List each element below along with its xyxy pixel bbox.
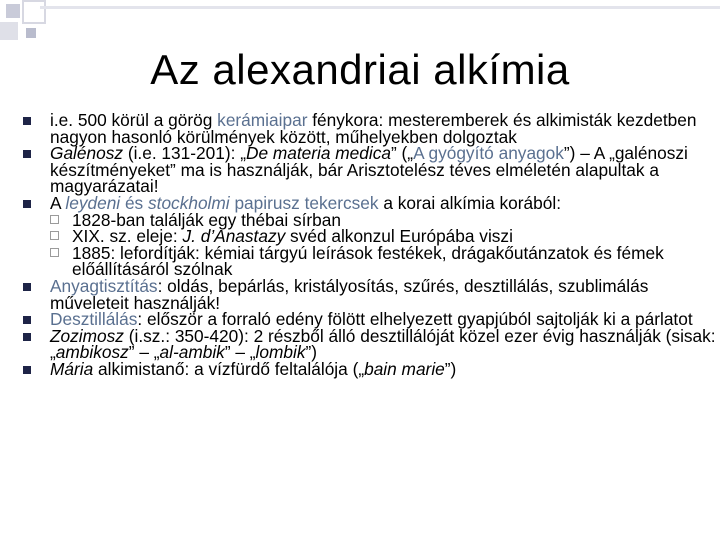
bullet-list [20,112,716,378]
square-bullet-icon [23,316,31,324]
text-segment: svéd alkonzul Európába viszi [285,226,513,247]
text-segment: A [50,192,66,213]
text-segment: ”) [305,342,317,363]
sub-list-item [20,242,716,280]
text-segment: lombik [255,342,306,363]
text-segment: kerámiaipar [217,110,308,130]
text-segment: ” – „ [224,342,256,363]
corner-decoration [0,0,720,50]
list-item [20,145,716,195]
list-item [20,112,716,145]
hollow-square-bullet-icon [50,231,59,240]
text-segment: Desztillálás [50,309,138,330]
text-segment: ” („ [391,143,414,164]
square-bullet-icon [23,283,31,291]
text-segment: al-ambik [159,342,225,363]
text-segment: A gyógyító anyagok [413,143,564,164]
square-bullet-icon [23,150,31,158]
text-segment: : először a forraló edény fölött elhelyezett gyapjúból sajtolják ki a párlatot [137,309,693,330]
text-segment: stockholmi [148,192,230,213]
text-segment: (i.e. 131-201): „ [123,143,246,164]
text-segment: bain marie [364,358,445,379]
text-segment: a korai alkímia korából: [378,192,562,213]
text-segment: ”) – A „galénoszi készítményeket” ma is használják, bár Arisztotelész téves elméletén alapultak a magyarázatai! [50,143,688,197]
text-segment: ambikosz [55,342,129,363]
text-segment: ”) [444,358,457,379]
text-segment: Zozimosz [50,325,124,346]
text-segment: De materia medica [245,143,391,164]
hollow-square-bullet-icon [50,248,59,257]
text-segment: papirusz tekercsek [229,192,379,213]
text-segment: i.e. 500 körül a görög [50,110,218,130]
hollow-square-bullet-icon [50,215,59,224]
list-item [20,358,716,379]
square-bullet-icon [23,333,31,341]
text-segment: Galénosz [50,143,124,164]
text-segment: (i.sz.: 350-420): 2 részből álló desztillálóját közel ezer évig használják (sisak: „ [50,325,716,363]
list-item [20,325,716,363]
text-segment: XIX. sz. eleje: [72,226,183,247]
text-segment: Mária [50,358,94,379]
square-bullet-icon [23,200,31,208]
list-item [20,275,716,313]
text-segment: fénykora: mesteremberek és alkimisták kezdetben nagyon hasonló körülmények között, műhelyekben dolgoztak [50,110,697,147]
square-bullet-icon [23,117,31,125]
text-segment: és [120,192,148,213]
text-segment: alkimistanő: a vízfürdő feltalálója („ [93,358,365,379]
page-title: Az alexandriai alkímia [150,46,570,93]
text-segment: leydeni [65,192,121,213]
text-segment: 1885: lefordítják: kémiai tárgyú leírások festékek, drágakőutánzatok és fémek előállításáról szólnak [72,242,664,280]
square-bullet-icon [23,366,31,374]
text-segment: ” – „ [128,342,160,363]
text-segment: Anyagtisztítás [50,275,158,296]
text-segment: J. d’Anastazy [182,226,286,247]
text-segment: : oldás, bepárlás, kristályosítás, szűrés, desztillálás, szublimálás műveleteit használják! [50,275,649,313]
text-segment: 1828-ban találják egy thébai sírban [72,209,342,230]
